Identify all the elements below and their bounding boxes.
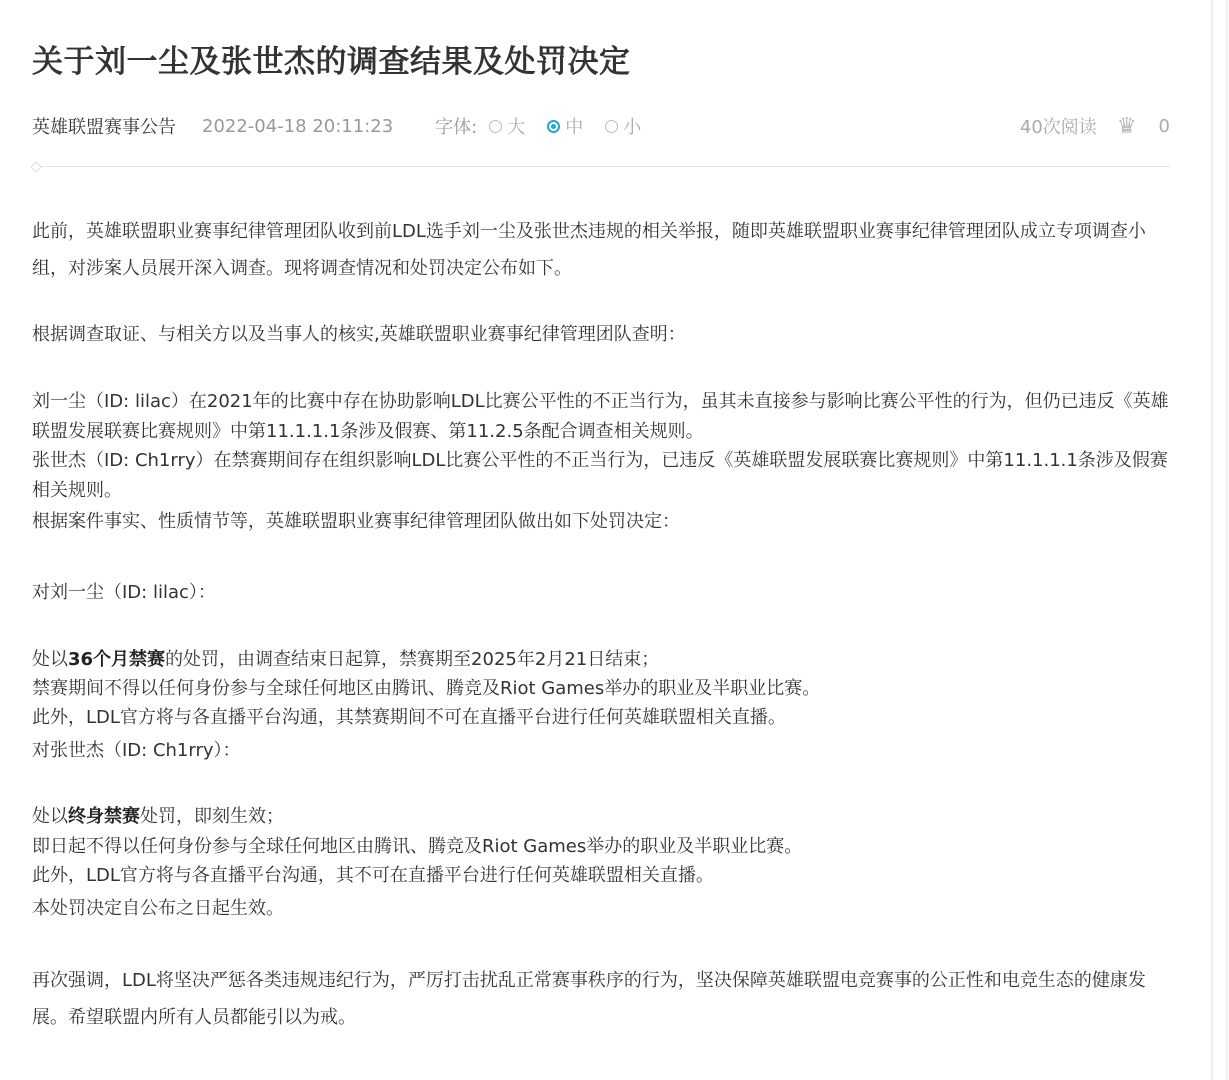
scrollbar[interactable] bbox=[1226, 0, 1228, 1080]
source-link[interactable]: 英雄联盟赛事公告 bbox=[32, 117, 176, 138]
paragraph: 再次强调，LDL将坚决严惩各类违规违纪行为，严厉打击扰乱正常赛事秩序的行为，坚决保障英雄联盟电竞赛事的公正性和电竞生态的健康发展。希望联盟内所有人员都能引以为戒。 bbox=[32, 970, 1146, 1028]
radio-label: 小 bbox=[623, 117, 642, 138]
read-count: 40次阅读 bbox=[1019, 117, 1097, 138]
font-size-label: 字体: bbox=[435, 117, 478, 138]
bold-text: 终身禁赛 bbox=[68, 806, 140, 827]
radio-label: 大 bbox=[507, 117, 526, 138]
page-title: 关于刘一尘及张世杰的调查结果及处罚决定 bbox=[32, 44, 631, 80]
text: 的处罚，由调查结束日起算，禁赛期至2025年2月21日结束； bbox=[165, 649, 660, 670]
header-divider bbox=[36, 166, 1170, 167]
paragraph: 此外，LDL官方将与各直播平台沟通，其不可在直播平台进行任何英雄联盟相关直播。 bbox=[32, 865, 714, 886]
paragraph: 刘一尘（ID: lilac）在2021年的比赛中存在协助影响LDL比赛公平性的不正当行为，虽其未直接参与影响比赛公平性的行为，但仍已违反《英雄联盟发展联赛比赛规则》中第11.1.1.1条涉及假赛、第11.2.5条配合调查相关规则。 bbox=[32, 391, 1169, 442]
paragraph: 根据案件事实、性质情节等，英雄联盟职业赛事纪律管理团队做出如下处罚决定： bbox=[32, 511, 680, 532]
paragraph: 对张世杰（ID: Ch1rry）： bbox=[32, 740, 241, 761]
penalty-ch1rry bbox=[32, 802, 1172, 832]
radio-label: 中 bbox=[565, 117, 584, 138]
paragraph: 对刘一尘（ID: lilac）： bbox=[32, 582, 216, 603]
paragraph: 此外，LDL官方将与各直播平台沟通，其禁赛期间不可在直播平台进行任何英雄联盟相关直播。 bbox=[32, 707, 786, 728]
divider bbox=[1211, 0, 1213, 1080]
font-radio-medium[interactable] bbox=[547, 113, 583, 139]
publish-date: 2022-04-18 20:11:23 bbox=[202, 115, 394, 137]
paragraph: 禁赛期间不得以任何身份参与全球任何地区由腾讯、腾竞及Riot Games举办的职业及半职业比赛。 bbox=[32, 678, 821, 699]
penalty-lilac bbox=[32, 645, 1172, 675]
bold-text: 36个月禁赛 bbox=[68, 649, 166, 670]
article-meta bbox=[32, 112, 1170, 140]
text: 处以 bbox=[32, 806, 68, 827]
radio-icon bbox=[605, 120, 618, 133]
paragraph: 即日起不得以任何身份参与全球任何地区由腾讯、腾竞及Riot Games举办的职业及半职业比赛。 bbox=[32, 836, 803, 857]
radio-icon bbox=[489, 120, 502, 133]
text: 处以 bbox=[32, 649, 68, 670]
font-radio-large[interactable] bbox=[489, 113, 525, 139]
paragraph: 张世杰（ID: Ch1rry）在禁赛期间存在组织影响LDL比赛公平性的不正当行为，已违反《英雄联盟发展联赛比赛规则》中第11.1.1.1条涉及假赛相关规则。 bbox=[32, 450, 1168, 501]
paragraph: 根据调查取证、与相关方以及当事人的核实,英雄联盟职业赛事纪律管理团队查明： bbox=[32, 324, 686, 345]
font-radio-small[interactable] bbox=[605, 113, 641, 139]
stats bbox=[1020, 113, 1170, 139]
like-icon[interactable]: ♛ bbox=[1116, 113, 1137, 139]
radio-checked-icon bbox=[547, 120, 560, 133]
paragraph: 本处罚决定自公布之日起生效。 bbox=[32, 898, 284, 919]
like-count: 0 bbox=[1158, 115, 1170, 137]
divider-ornament bbox=[30, 161, 41, 172]
paragraph: 此前，英雄联盟职业赛事纪律管理团队收到前LDL选手刘一尘及张世杰违规的相关举报，随即英雄联盟职业赛事纪律管理团队成立专项调查小组，对涉案人员展开深入调查。现将调查情况和处罚决定公布如下。 bbox=[32, 221, 1146, 279]
text: 处罚，即刻生效； bbox=[140, 806, 284, 827]
